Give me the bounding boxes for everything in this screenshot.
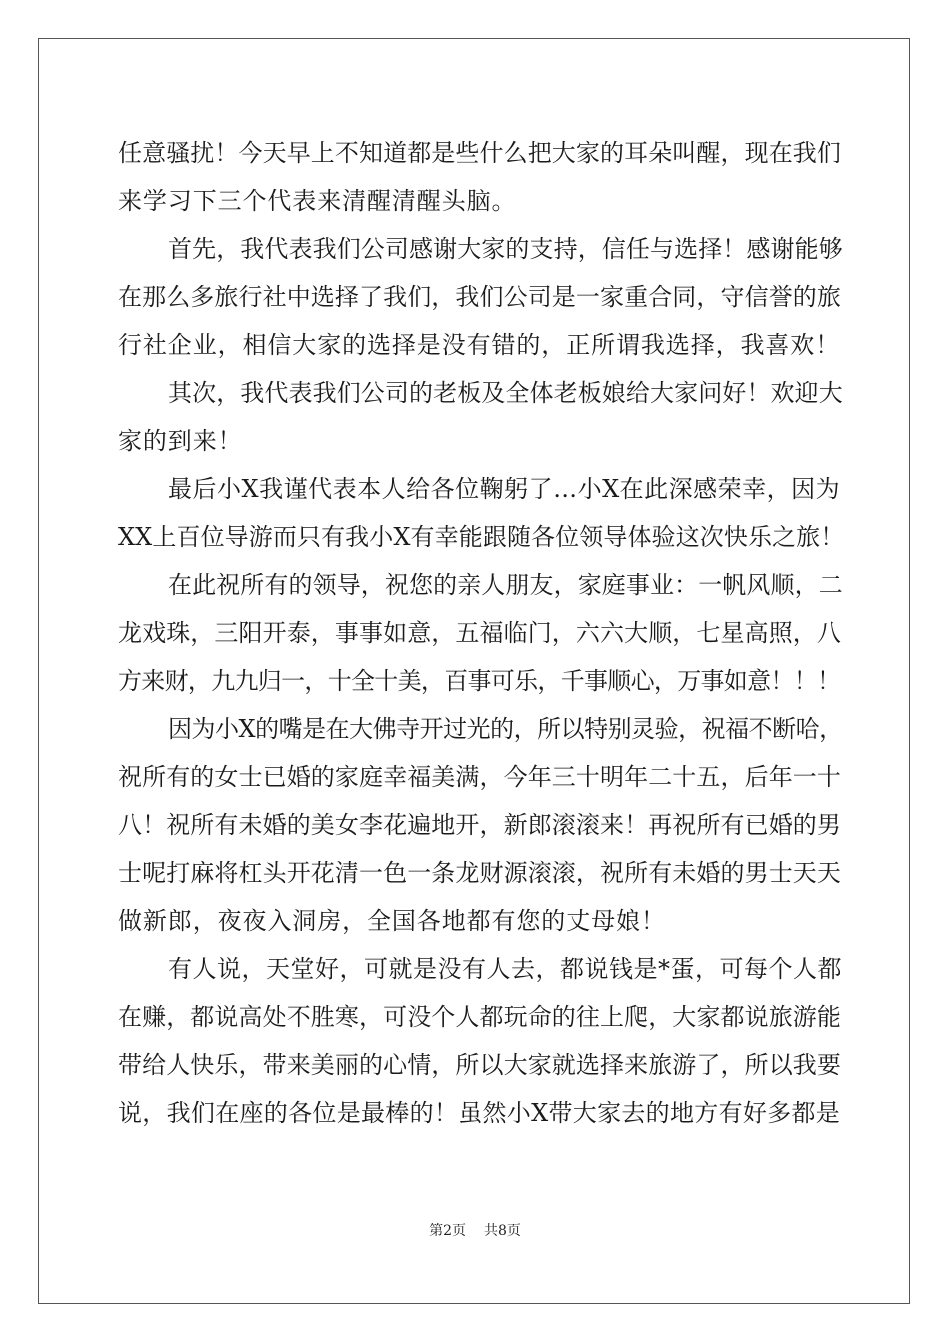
page-footer	[0, 1220, 950, 1240]
text-line: 任意骚扰！今天早上不知道都是些什么把大家的耳朵叫醒，现在我们	[118, 139, 841, 167]
paragraph	[118, 561, 844, 705]
text-line: 祝所有的女士已婚的家庭幸福美满，今年三十明年二十五，后年一十	[118, 763, 841, 791]
text-line: 方来财，九九归一，十全十美，百事可乐，千事顺心，万事如意！！！	[118, 667, 841, 695]
text-line: 在赚，都说高处不胜寒，可没个人都玩命的往上爬，大家都说旅游能	[118, 1003, 841, 1031]
text-line: 首先，我代表我们公司感谢大家的支持，信任与选择！感谢能够	[168, 235, 843, 263]
text-line: 带给人快乐，带来美丽的心情，所以大家就选择来旅游了，所以我要	[118, 1051, 841, 1079]
paragraph	[118, 465, 844, 561]
text-line: 做新郎，夜夜入洞房，全国各地都有您的丈母娘！	[118, 907, 666, 935]
paragraph	[118, 225, 844, 369]
text-line: 其次，我代表我们公司的老板及全体老板娘给大家问好！欢迎大	[168, 379, 843, 407]
text-line: 在那么多旅行社中选择了我们，我们公司是一家重合同，守信誉的旅	[118, 283, 841, 311]
document-body	[118, 129, 844, 1137]
text-line: 在此祝所有的领导，祝您的亲人朋友，家庭事业：一帆风顺，二	[168, 571, 843, 599]
paragraph	[118, 129, 844, 225]
paragraph	[118, 705, 844, 945]
paragraph	[118, 945, 844, 1137]
text-line: XX上百位导游而只有我小X有幸能跟随各位领导体验这次快乐之旅！	[118, 523, 845, 551]
page-number: 第2页	[429, 1223, 466, 1239]
text-line: 八！祝所有未婚的美女李花遍地开，新郎滚滚来！再祝所有已婚的男	[118, 811, 841, 839]
text-line: 来学习下三个代表来清醒清醒头脑。	[118, 187, 517, 215]
text-line: 行社企业，相信大家的选择是没有错的，正所谓我选择，我喜欢！	[118, 331, 841, 359]
paragraph	[118, 369, 844, 465]
text-line: 因为小X的嘴是在大佛寺开过光的，所以特别灵验，祝福不断哈，	[168, 715, 843, 743]
text-line: 家的到来！	[118, 427, 243, 455]
text-line: 最后小X我谨代表本人给各位鞠躬了…小X在此深感荣幸，因为	[168, 475, 841, 503]
page-total: 共8页	[484, 1223, 521, 1239]
text-line: 说，我们在座的各位是最棒的！虽然小X带大家去的地方有好多都是	[118, 1099, 841, 1127]
text-line: 有人说，天堂好，可就是没有人去，都说钱是*蛋，可每个人都	[168, 955, 842, 983]
text-line: 士呢打麻将杠头开花清一色一条龙财源滚滚，祝所有未婚的男士天天	[118, 859, 841, 887]
text-line: 龙戏珠，三阳开泰，事事如意，五福临门，六六大顺，七星高照，八	[118, 619, 841, 647]
